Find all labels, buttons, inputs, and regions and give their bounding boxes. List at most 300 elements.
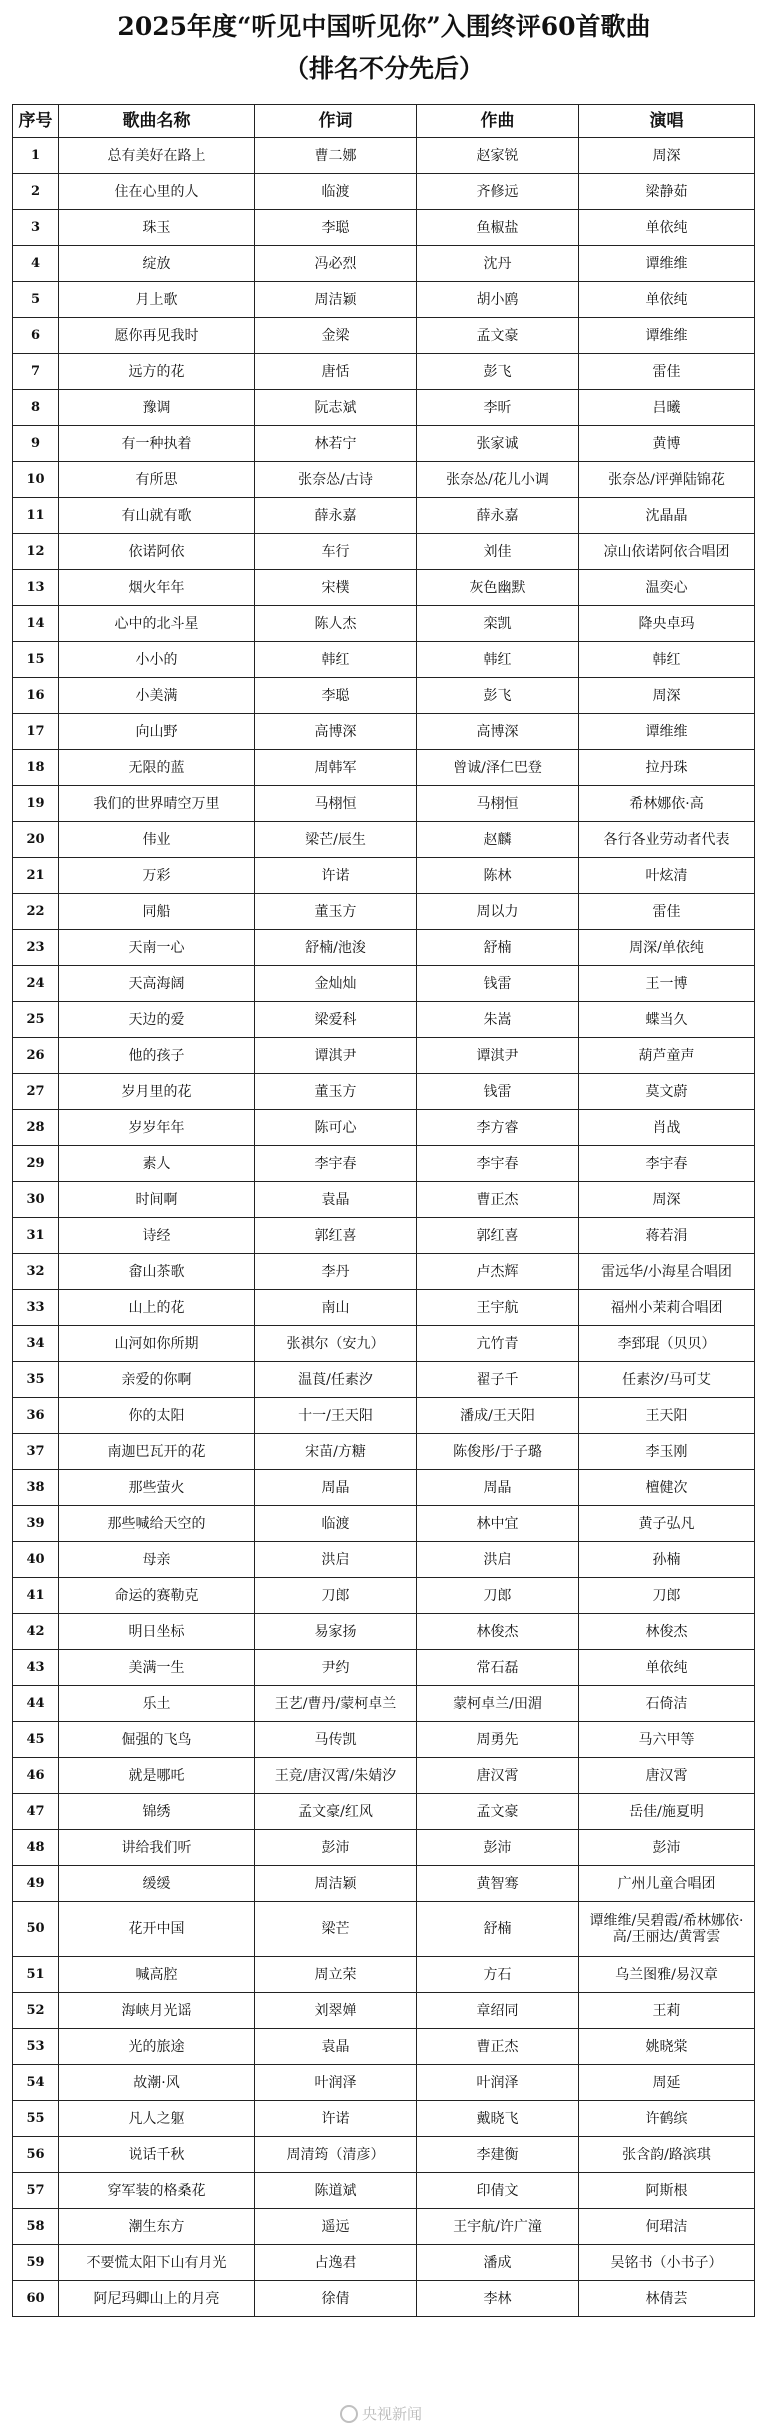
- row-num: 44: [13, 1686, 59, 1722]
- row-lyrics: 张奈怂/古诗: [255, 462, 417, 498]
- row-performer: 葫芦童声: [579, 1038, 755, 1074]
- table-row: [13, 1830, 755, 1866]
- row-song: 阿尼玛卿山上的月亮: [59, 2281, 255, 2317]
- header-performer: 演唱: [579, 105, 755, 138]
- row-composer: 李方睿: [417, 1110, 579, 1146]
- table-row: [13, 894, 755, 930]
- row-num: 31: [13, 1218, 59, 1254]
- row-num: 15: [13, 642, 59, 678]
- row-lyrics: 林若宁: [255, 426, 417, 462]
- row-lyrics: 温莨/任素汐: [255, 1362, 417, 1398]
- row-performer: 彭沛: [579, 1830, 755, 1866]
- row-song: 远方的花: [59, 354, 255, 390]
- row-performer: 王天阳: [579, 1398, 755, 1434]
- row-song: 愿你再见我时: [59, 318, 255, 354]
- row-song: 说话千秋: [59, 2137, 255, 2173]
- row-lyrics: 南山: [255, 1290, 417, 1326]
- table-row: [13, 1542, 755, 1578]
- row-lyrics: 陈可心: [255, 1110, 417, 1146]
- row-performer: 梁静茹: [579, 174, 755, 210]
- row-composer: 刘佳: [417, 534, 579, 570]
- row-performer: 黄博: [579, 426, 755, 462]
- table-row: [13, 642, 755, 678]
- row-composer: 舒楠: [417, 1902, 579, 1957]
- table-row: [13, 966, 755, 1002]
- row-performer: 张含韵/路滨琪: [579, 2137, 755, 2173]
- row-num: 6: [13, 318, 59, 354]
- row-song: 缓缓: [59, 1866, 255, 1902]
- row-song: 山上的花: [59, 1290, 255, 1326]
- row-lyrics: 李聪: [255, 210, 417, 246]
- row-composer: 曹正杰: [417, 2029, 579, 2065]
- row-composer: 赵麟: [417, 822, 579, 858]
- row-song: 光的旅途: [59, 2029, 255, 2065]
- row-lyrics: 梁芒/辰生: [255, 822, 417, 858]
- row-num: 19: [13, 786, 59, 822]
- table-row: [13, 2245, 755, 2281]
- table-row: [13, 1182, 755, 1218]
- row-lyrics: 遥远: [255, 2209, 417, 2245]
- table-row: [13, 246, 755, 282]
- row-composer: 印倩文: [417, 2173, 579, 2209]
- row-num: 3: [13, 210, 59, 246]
- row-performer: 姚晓棠: [579, 2029, 755, 2065]
- row-num: 56: [13, 2137, 59, 2173]
- table-row: [13, 1686, 755, 1722]
- table-row: [13, 1434, 755, 1470]
- row-composer: 孟文豪: [417, 1794, 579, 1830]
- row-lyrics: 冯必烈: [255, 246, 417, 282]
- row-num: 35: [13, 1362, 59, 1398]
- table-row: [13, 1002, 755, 1038]
- table-row: [13, 1146, 755, 1182]
- table-row: [13, 2137, 755, 2173]
- row-composer: 叶润泽: [417, 2065, 579, 2101]
- row-composer: 彭飞: [417, 678, 579, 714]
- row-num: 30: [13, 1182, 59, 1218]
- row-num: 48: [13, 1830, 59, 1866]
- row-composer: 赵家锐: [417, 138, 579, 174]
- row-lyrics: 李丹: [255, 1254, 417, 1290]
- row-song: 伟业: [59, 822, 255, 858]
- row-performer: 周深/单依纯: [579, 930, 755, 966]
- row-performer: 叶炫清: [579, 858, 755, 894]
- row-song: 倔强的飞鸟: [59, 1722, 255, 1758]
- row-song: 烟火年年: [59, 570, 255, 606]
- row-num: 14: [13, 606, 59, 642]
- row-num: 16: [13, 678, 59, 714]
- row-song: 有一种执着: [59, 426, 255, 462]
- row-song: 穿军装的格桑花: [59, 2173, 255, 2209]
- row-performer: 福州小茉莉合唱团: [579, 1290, 755, 1326]
- row-composer: 孟文豪: [417, 318, 579, 354]
- row-composer: 黄智骞: [417, 1866, 579, 1902]
- row-lyrics: 周洁颖: [255, 1866, 417, 1902]
- row-performer: 广州儿童合唱团: [579, 1866, 755, 1902]
- table-row: [13, 174, 755, 210]
- row-song: 珠玉: [59, 210, 255, 246]
- row-performer: 任素汐/马可艾: [579, 1362, 755, 1398]
- row-num: 28: [13, 1110, 59, 1146]
- row-num: 59: [13, 2245, 59, 2281]
- row-lyrics: 舒楠/池浚: [255, 930, 417, 966]
- row-performer: 林倩芸: [579, 2281, 755, 2317]
- row-lyrics: 周清筠（清彦）: [255, 2137, 417, 2173]
- row-lyrics: 韩红: [255, 642, 417, 678]
- row-lyrics: 梁爱科: [255, 1002, 417, 1038]
- row-composer: 胡小鸥: [417, 282, 579, 318]
- row-song: 小小的: [59, 642, 255, 678]
- row-song: 依诺阿依: [59, 534, 255, 570]
- row-composer: 栾凯: [417, 606, 579, 642]
- row-performer: 孙楠: [579, 1542, 755, 1578]
- row-composer: 李建衡: [417, 2137, 579, 2173]
- row-performer: 刀郎: [579, 1578, 755, 1614]
- row-composer: 方石: [417, 1957, 579, 1993]
- row-performer: 希林娜依·高: [579, 786, 755, 822]
- watermark-text: 央视新闻: [362, 2405, 423, 2423]
- table-row: [13, 822, 755, 858]
- row-composer: 张家诚: [417, 426, 579, 462]
- row-num: 10: [13, 462, 59, 498]
- table-row: [13, 1650, 755, 1686]
- table-row: [13, 2281, 755, 2317]
- row-performer: 雷佳: [579, 894, 755, 930]
- row-composer: 周晶: [417, 1470, 579, 1506]
- row-performer: 单依纯: [579, 1650, 755, 1686]
- row-composer: 鱼椒盐: [417, 210, 579, 246]
- row-lyrics: 马栩恒: [255, 786, 417, 822]
- row-song: 乐土: [59, 1686, 255, 1722]
- page-title: 2025年度“听见中国听见你”入围终评60首歌曲: [117, 12, 651, 41]
- row-performer: 莫文蔚: [579, 1074, 755, 1110]
- row-song: 你的太阳: [59, 1398, 255, 1434]
- row-composer: 郭红喜: [417, 1218, 579, 1254]
- row-lyrics: 董玉方: [255, 894, 417, 930]
- row-num: 32: [13, 1254, 59, 1290]
- row-performer: 雷远华/小海星合唱团: [579, 1254, 755, 1290]
- row-composer: 陈俊彤/于子璐: [417, 1434, 579, 1470]
- table-row: [13, 1578, 755, 1614]
- row-composer: 潘成: [417, 2245, 579, 2281]
- row-performer: 何珺洁: [579, 2209, 755, 2245]
- row-song: 岁月里的花: [59, 1074, 255, 1110]
- row-performer: 单依纯: [579, 282, 755, 318]
- row-song: 就是哪吒: [59, 1758, 255, 1794]
- row-lyrics: 袁晶: [255, 2029, 417, 2065]
- row-song: 天高海阔: [59, 966, 255, 1002]
- row-composer: 林俊杰: [417, 1614, 579, 1650]
- row-lyrics: 马传凯: [255, 1722, 417, 1758]
- table-row: [13, 2029, 755, 2065]
- row-num: 26: [13, 1038, 59, 1074]
- row-song: 豫调: [59, 390, 255, 426]
- table-row: [13, 1398, 755, 1434]
- row-performer: 周延: [579, 2065, 755, 2101]
- row-lyrics: 宋苗/方糖: [255, 1434, 417, 1470]
- row-num: 55: [13, 2101, 59, 2137]
- row-lyrics: 叶润泽: [255, 2065, 417, 2101]
- row-num: 47: [13, 1794, 59, 1830]
- row-performer: 吴铭书（小书子）: [579, 2245, 755, 2281]
- header-lyrics: 作词: [255, 105, 417, 138]
- row-composer: 潘成/王天阳: [417, 1398, 579, 1434]
- row-performer: 韩红: [579, 642, 755, 678]
- table-row: [13, 786, 755, 822]
- table-row: [13, 138, 755, 174]
- row-performer: 王一博: [579, 966, 755, 1002]
- row-performer: 谭维维: [579, 714, 755, 750]
- table-row: [13, 678, 755, 714]
- row-song: 美满一生: [59, 1650, 255, 1686]
- row-song: 明日坐标: [59, 1614, 255, 1650]
- table-row: [13, 2101, 755, 2137]
- row-composer: 洪启: [417, 1542, 579, 1578]
- row-lyrics: 陈道斌: [255, 2173, 417, 2209]
- row-song: 畲山茶歌: [59, 1254, 255, 1290]
- row-performer: 谭维维/吴碧霞/希林娜依·高/王丽达/黄霄雲: [579, 1902, 755, 1957]
- row-num: 54: [13, 2065, 59, 2101]
- row-performer: 马六甲等: [579, 1722, 755, 1758]
- table-row: [13, 426, 755, 462]
- row-num: 53: [13, 2029, 59, 2065]
- row-num: 11: [13, 498, 59, 534]
- row-composer: 谭淇尹: [417, 1038, 579, 1074]
- row-composer: 王宇航/许广潼: [417, 2209, 579, 2245]
- row-performer: 沈晶晶: [579, 498, 755, 534]
- row-song: 住在心里的人: [59, 174, 255, 210]
- row-song: 万彩: [59, 858, 255, 894]
- row-song: 他的孩子: [59, 1038, 255, 1074]
- row-performer: 石倚洁: [579, 1686, 755, 1722]
- table-row: [13, 1254, 755, 1290]
- row-num: 22: [13, 894, 59, 930]
- row-song: 素人: [59, 1146, 255, 1182]
- row-performer: 李郅琨（贝贝）: [579, 1326, 755, 1362]
- row-composer: 常石磊: [417, 1650, 579, 1686]
- row-num: 49: [13, 1866, 59, 1902]
- row-lyrics: 董玉方: [255, 1074, 417, 1110]
- row-composer: 刀郎: [417, 1578, 579, 1614]
- row-composer: 李宇春: [417, 1146, 579, 1182]
- row-num: 38: [13, 1470, 59, 1506]
- row-song: 天南一心: [59, 930, 255, 966]
- row-composer: 翟子千: [417, 1362, 579, 1398]
- row-num: 18: [13, 750, 59, 786]
- row-song: 花开中国: [59, 1902, 255, 1957]
- row-song: 潮生东方: [59, 2209, 255, 2245]
- table-row: [13, 1993, 755, 2029]
- row-lyrics: 易家扬: [255, 1614, 417, 1650]
- row-song: 有所思: [59, 462, 255, 498]
- row-lyrics: 徐倩: [255, 2281, 417, 2317]
- row-composer: 灰色幽默: [417, 570, 579, 606]
- row-song: 天边的爱: [59, 1002, 255, 1038]
- page-subtitle: （排名不分先后）: [283, 54, 484, 83]
- row-num: 60: [13, 2281, 59, 2317]
- row-num: 58: [13, 2209, 59, 2245]
- row-lyrics: 宋樸: [255, 570, 417, 606]
- table-row: [13, 1218, 755, 1254]
- song-table: [12, 104, 755, 2317]
- row-performer: 乌兰图雅/易汉章: [579, 1957, 755, 1993]
- table-header-row: [13, 105, 755, 138]
- row-composer: 沈丹: [417, 246, 579, 282]
- row-composer: 蒙柯卓兰/田湄: [417, 1686, 579, 1722]
- row-num: 37: [13, 1434, 59, 1470]
- row-lyrics: 车行: [255, 534, 417, 570]
- row-num: 7: [13, 354, 59, 390]
- table-row: [13, 2173, 755, 2209]
- row-lyrics: 王竞/唐汉霄/朱婧汐: [255, 1758, 417, 1794]
- row-composer: 钱雷: [417, 1074, 579, 1110]
- row-num: 1: [13, 138, 59, 174]
- row-composer: 彭飞: [417, 354, 579, 390]
- row-song: 那些喊给天空的: [59, 1506, 255, 1542]
- row-num: 42: [13, 1614, 59, 1650]
- row-lyrics: 郭红喜: [255, 1218, 417, 1254]
- row-lyrics: 王艺/曹丹/蒙柯卓兰: [255, 1686, 417, 1722]
- row-lyrics: 洪启: [255, 1542, 417, 1578]
- row-performer: 檀健次: [579, 1470, 755, 1506]
- row-performer: 凉山依诺阿依合唱团: [579, 534, 755, 570]
- row-num: 12: [13, 534, 59, 570]
- row-num: 23: [13, 930, 59, 966]
- row-song: 海峡月光谣: [59, 1993, 255, 2029]
- table-row: [13, 750, 755, 786]
- row-composer: 王宇航: [417, 1290, 579, 1326]
- row-num: 50: [13, 1902, 59, 1957]
- table-row: [13, 1902, 755, 1957]
- row-num: 43: [13, 1650, 59, 1686]
- table-row: [13, 1110, 755, 1146]
- row-num: 2: [13, 174, 59, 210]
- row-performer: 蝶当久: [579, 1002, 755, 1038]
- row-lyrics: 许诺: [255, 2101, 417, 2137]
- table-row: [13, 1758, 755, 1794]
- row-composer: 唐汉霄: [417, 1758, 579, 1794]
- row-performer: 唐汉霄: [579, 1758, 755, 1794]
- row-performer: 蒋若涓: [579, 1218, 755, 1254]
- row-performer: 林俊杰: [579, 1614, 755, 1650]
- row-lyrics: 彭沛: [255, 1830, 417, 1866]
- row-performer: 周深: [579, 138, 755, 174]
- row-composer: 钱雷: [417, 966, 579, 1002]
- row-song: 命运的赛勒克: [59, 1578, 255, 1614]
- row-performer: 李玉刚: [579, 1434, 755, 1470]
- row-song: 锦绣: [59, 1794, 255, 1830]
- row-lyrics: 刀郎: [255, 1578, 417, 1614]
- row-num: 57: [13, 2173, 59, 2209]
- row-lyrics: 孟文豪/红风: [255, 1794, 417, 1830]
- row-num: 39: [13, 1506, 59, 1542]
- table-row: [13, 714, 755, 750]
- row-num: 46: [13, 1758, 59, 1794]
- table-row: [13, 354, 755, 390]
- row-performer: 吕曦: [579, 390, 755, 426]
- row-num: 34: [13, 1326, 59, 1362]
- row-song: 凡人之躯: [59, 2101, 255, 2137]
- table-row: [13, 1326, 755, 1362]
- row-performer: 拉丹珠: [579, 750, 755, 786]
- row-song: 绽放: [59, 246, 255, 282]
- row-song: 时间啊: [59, 1182, 255, 1218]
- row-song: 小美满: [59, 678, 255, 714]
- row-composer: 章绍同: [417, 1993, 579, 2029]
- row-performer: 岳佳/施夏明: [579, 1794, 755, 1830]
- row-lyrics: 张祺尔（安九）: [255, 1326, 417, 1362]
- table-row: [13, 210, 755, 246]
- row-num: 52: [13, 1993, 59, 2029]
- table-row: [13, 1506, 755, 1542]
- row-lyrics: 周洁颖: [255, 282, 417, 318]
- row-song: 山河如你所期: [59, 1326, 255, 1362]
- row-composer: 亢竹青: [417, 1326, 579, 1362]
- table-row: [13, 390, 755, 426]
- row-num: 9: [13, 426, 59, 462]
- row-song: 喊高腔: [59, 1957, 255, 1993]
- row-song: 那些萤火: [59, 1470, 255, 1506]
- row-performer: 周深: [579, 678, 755, 714]
- row-lyrics: 唐恬: [255, 354, 417, 390]
- table-row: [13, 462, 755, 498]
- row-composer: 林中宜: [417, 1506, 579, 1542]
- row-num: 27: [13, 1074, 59, 1110]
- table-row: [13, 1290, 755, 1326]
- row-num: 40: [13, 1542, 59, 1578]
- row-composer: 韩红: [417, 642, 579, 678]
- row-num: 51: [13, 1957, 59, 1993]
- row-composer: 朱嵩: [417, 1002, 579, 1038]
- row-lyrics: 金梁: [255, 318, 417, 354]
- row-lyrics: 临渡: [255, 174, 417, 210]
- row-composer: 陈林: [417, 858, 579, 894]
- row-composer: 齐修远: [417, 174, 579, 210]
- row-composer: 李林: [417, 2281, 579, 2317]
- row-lyrics: 十一/王天阳: [255, 1398, 417, 1434]
- row-lyrics: 周立荣: [255, 1957, 417, 1993]
- header-song: 歌曲名称: [59, 105, 255, 138]
- cctv-news-icon: [340, 2405, 358, 2423]
- row-lyrics: 阮志斌: [255, 390, 417, 426]
- row-performer: 谭维维: [579, 246, 755, 282]
- row-composer: 卢杰辉: [417, 1254, 579, 1290]
- row-composer: 戴晓飞: [417, 2101, 579, 2137]
- row-num: 36: [13, 1398, 59, 1434]
- row-song: 同船: [59, 894, 255, 930]
- row-num: 20: [13, 822, 59, 858]
- row-performer: 张奈怂/评弹陆锦花: [579, 462, 755, 498]
- row-performer: 许鹤缤: [579, 2101, 755, 2137]
- table-row: [13, 858, 755, 894]
- row-song: 故潮·风: [59, 2065, 255, 2101]
- row-num: 25: [13, 1002, 59, 1038]
- row-num: 17: [13, 714, 59, 750]
- row-lyrics: 占逸君: [255, 2245, 417, 2281]
- row-lyrics: 李宇春: [255, 1146, 417, 1182]
- row-performer: 阿斯根: [579, 2173, 755, 2209]
- row-song: 诗经: [59, 1218, 255, 1254]
- row-composer: 薛永嘉: [417, 498, 579, 534]
- row-num: 5: [13, 282, 59, 318]
- row-composer: 周以力: [417, 894, 579, 930]
- table-row: [13, 498, 755, 534]
- table-row: [13, 1957, 755, 1993]
- row-song: 亲爱的你啊: [59, 1362, 255, 1398]
- row-composer: 马栩恒: [417, 786, 579, 822]
- row-song: 不要慌太阳下山有月光: [59, 2245, 255, 2281]
- row-song: 月上歌: [59, 282, 255, 318]
